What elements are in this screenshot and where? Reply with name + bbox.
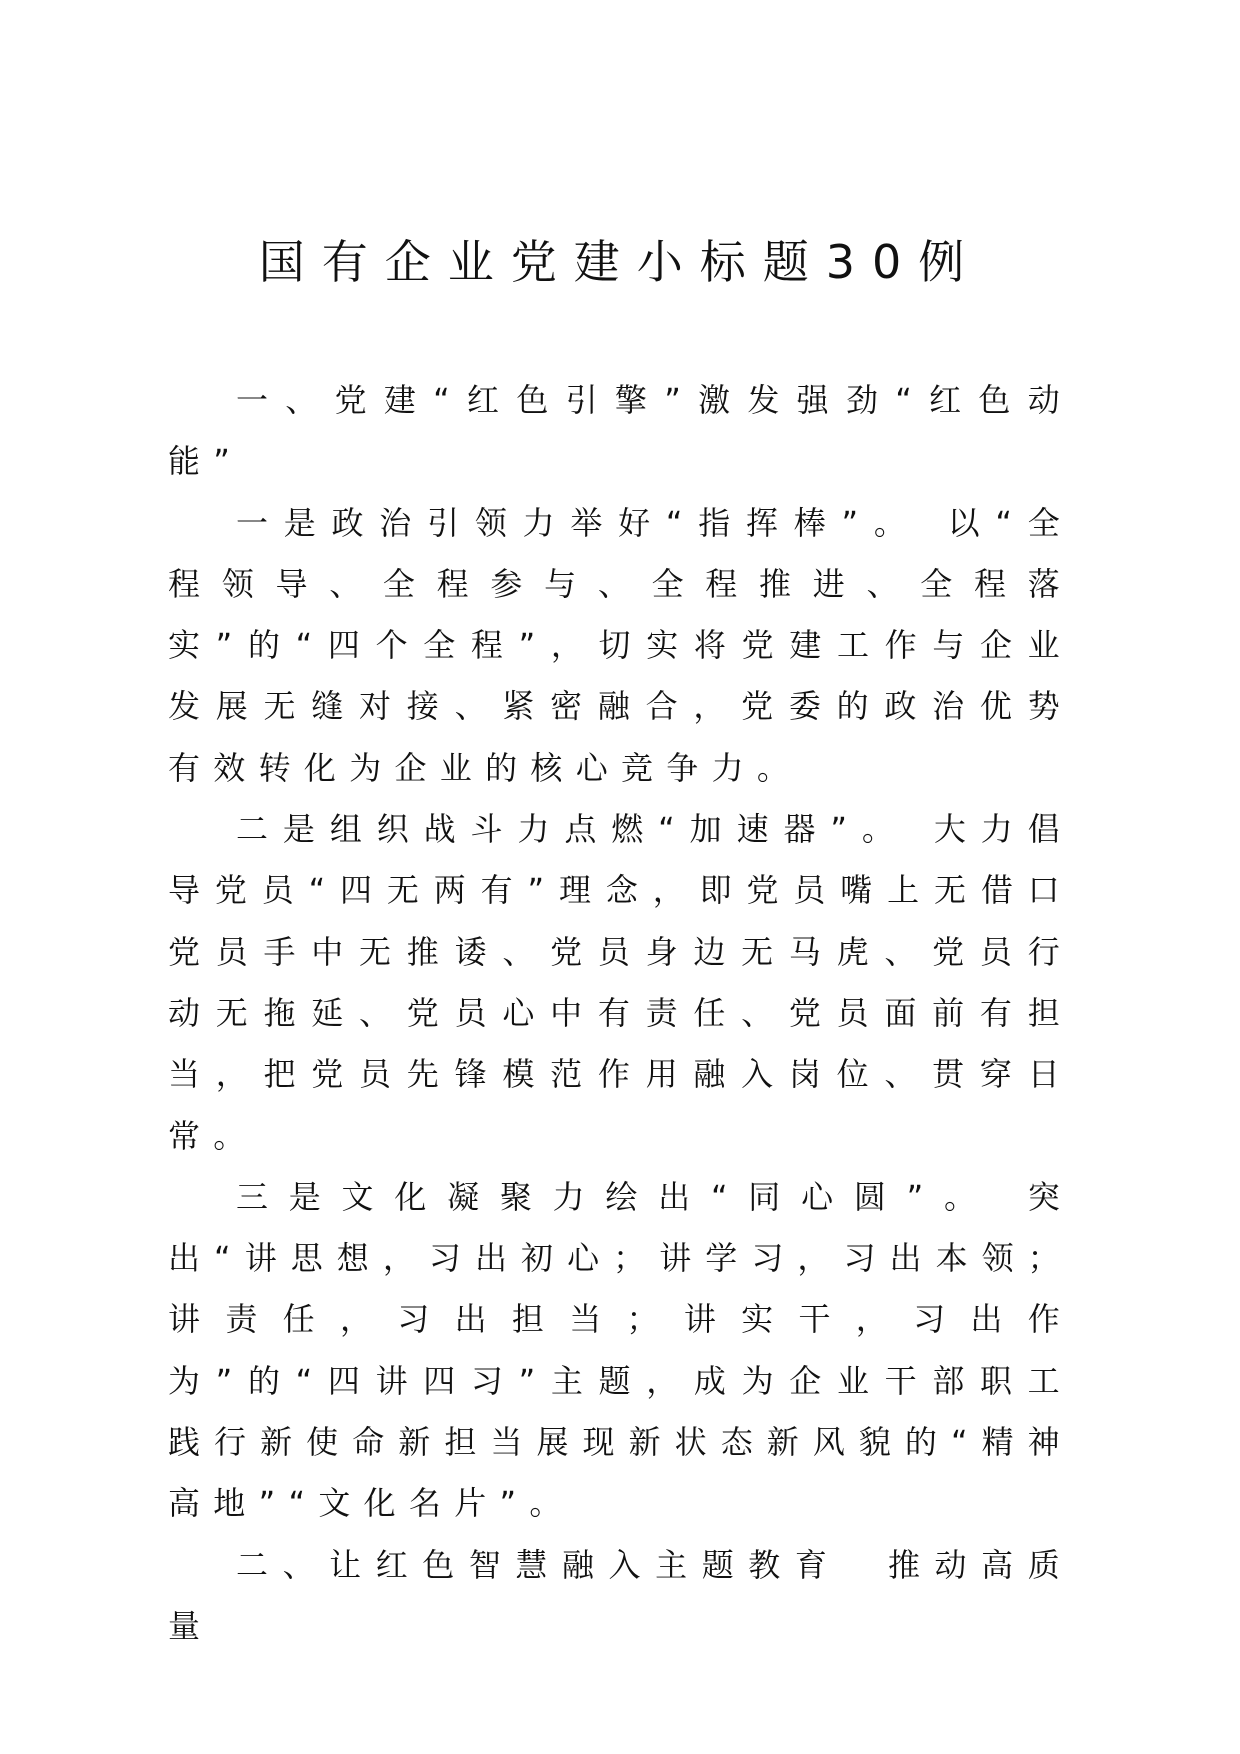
paragraph-organizational-strength: 二是组织战斗力点燃“加速器”。 大力倡导党员“四无两有”理念，即党员嘴上无借口党员手中无推诿、党员身边无马虎、党员行动无拖延、党员心中有责任、党员面前有担当，把党员先锋模范作用融入岗位、贯穿日常。 xyxy=(168,810,1073,1155)
document-title: 国有企业党建小标题30例 xyxy=(258,235,982,289)
document-body xyxy=(168,370,1073,1657)
section-heading-2: 二、让红色智慧融入主题教育 推动高质量 xyxy=(168,1545,1073,1645)
paragraph-political-leadership: 一是政治引领力举好“指挥棒”。 以“全程领导、全程参与、全程推进、全程落实”的“四个全程”，切实将党建工作与企业发展无缝对接、紧密融合，党委的政治优势有效转化为企业的核心竞争力。 xyxy=(168,503,1073,787)
paragraph-cultural-cohesion: 三是文化凝聚力绘出“同心圆”。 突出“讲思想，习出初心；讲学习，习出本领；讲责任，习出担当；讲实干，习出作为”的“四讲四习”主题，成为企业干部职工践行新使命新担当展现新状态新风貌的“精神高地”“文化名片”。 xyxy=(168,1177,1073,1523)
section-heading-1: 一、党建“红色引擎”激发强劲“红色动能” xyxy=(168,381,1073,481)
